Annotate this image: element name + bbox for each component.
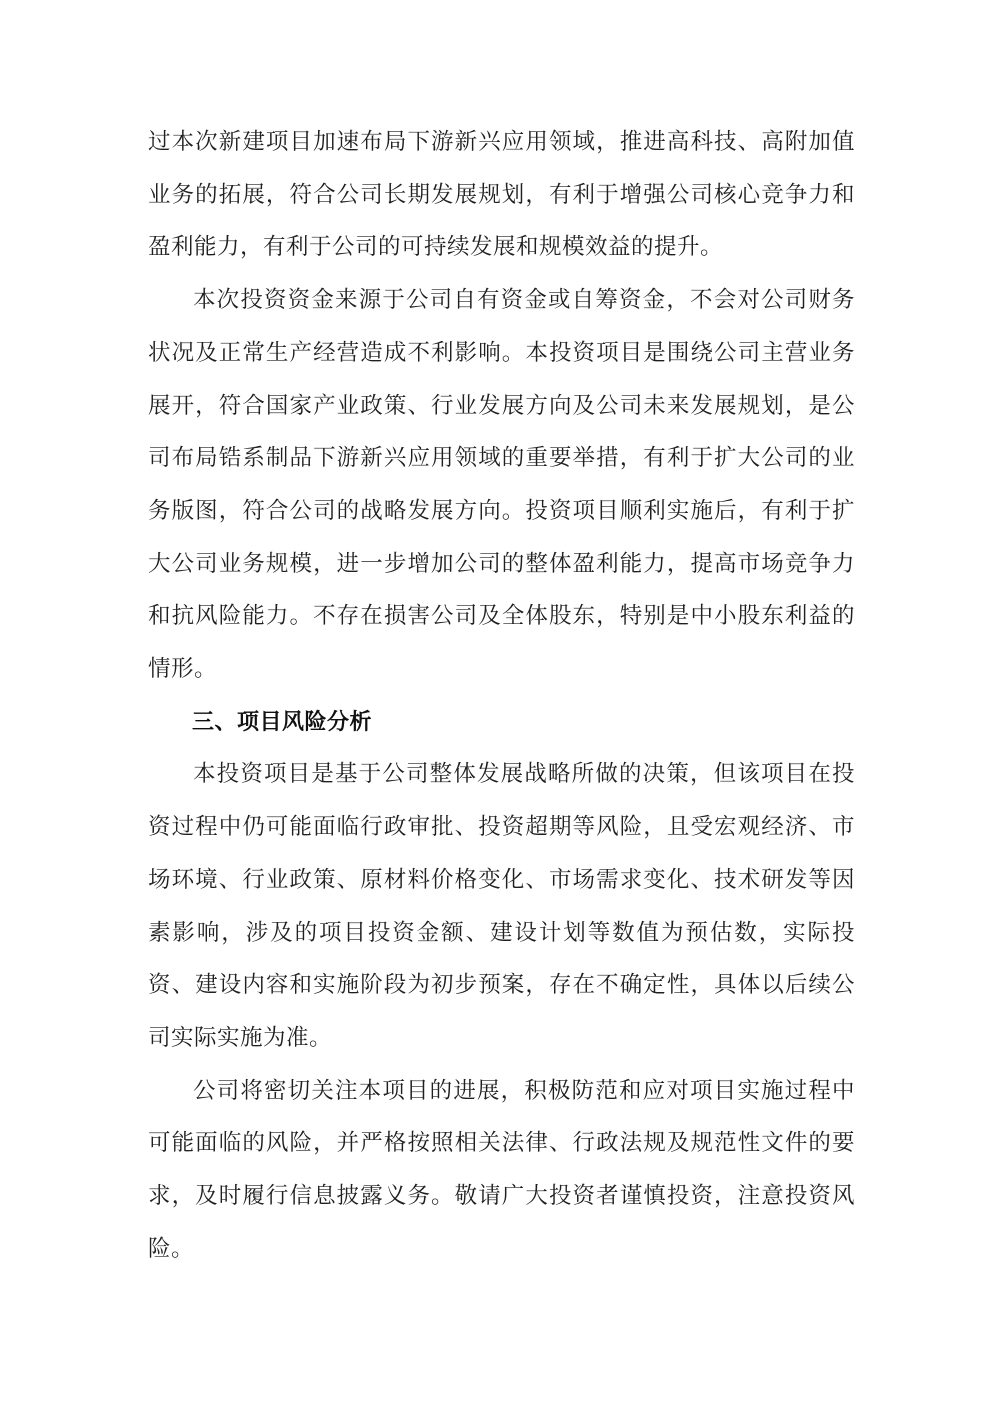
paragraph-risk-description: 本投资项目是基于公司整体发展战略所做的决策，但该项目在投资过程中仍可能面临行政审批、投资超期等风险，且受宏观经济、市场环境、行业政策、原材料价格变化、市场需求变化、技术研发等因素影响，涉及的项目投资金额、建设计划等数值为预估数，实际投资、建设内容和实施阶段为初步预案，存在不确定性，具体以后续公司实际实施为准。 xyxy=(148,761,855,1050)
paragraph-investment-funds: 本次投资资金来源于公司自有资金或自筹资金，不会对公司财务状况及正常生产经营造成不利影响。本投资项目是围绕公司主营业务展开，符合国家产业政策、行业发展方向及公司未来发展规划，是公司布局锆系制品下游新兴应用领域的重要举措，有利于扩大公司的业务版图，符合公司的战略发展方向。投资项目顺利实施后，有利于扩大公司业务规模，进一步增加公司的整体盈利能力，提高市场竞争力和抗风险能力。不存在损害公司及全体股东，特别是中小股东利益的情形。 xyxy=(148,287,855,682)
paragraph-continuation: 过本次新建项目加速布局下游新兴应用领域，推进高科技、高附加值业务的拓展，符合公司长期发展规划，有利于增强公司核心竞争力和盈利能力，有利于公司的可持续发展和规模效益的提升。 xyxy=(148,129,855,260)
paragraph-risk-management: 公司将密切关注本项目的进展，积极防范和应对项目实施过程中可能面临的风险，并严格按照相关法律、行政法规及规范性文件的要求，及时履行信息披露义务。敬请广大投资者谨慎投资，注意投资风险。 xyxy=(148,1077,855,1261)
document-body xyxy=(148,116,855,1275)
section-heading-risk-analysis: 三、项目风险分析 xyxy=(192,708,373,734)
